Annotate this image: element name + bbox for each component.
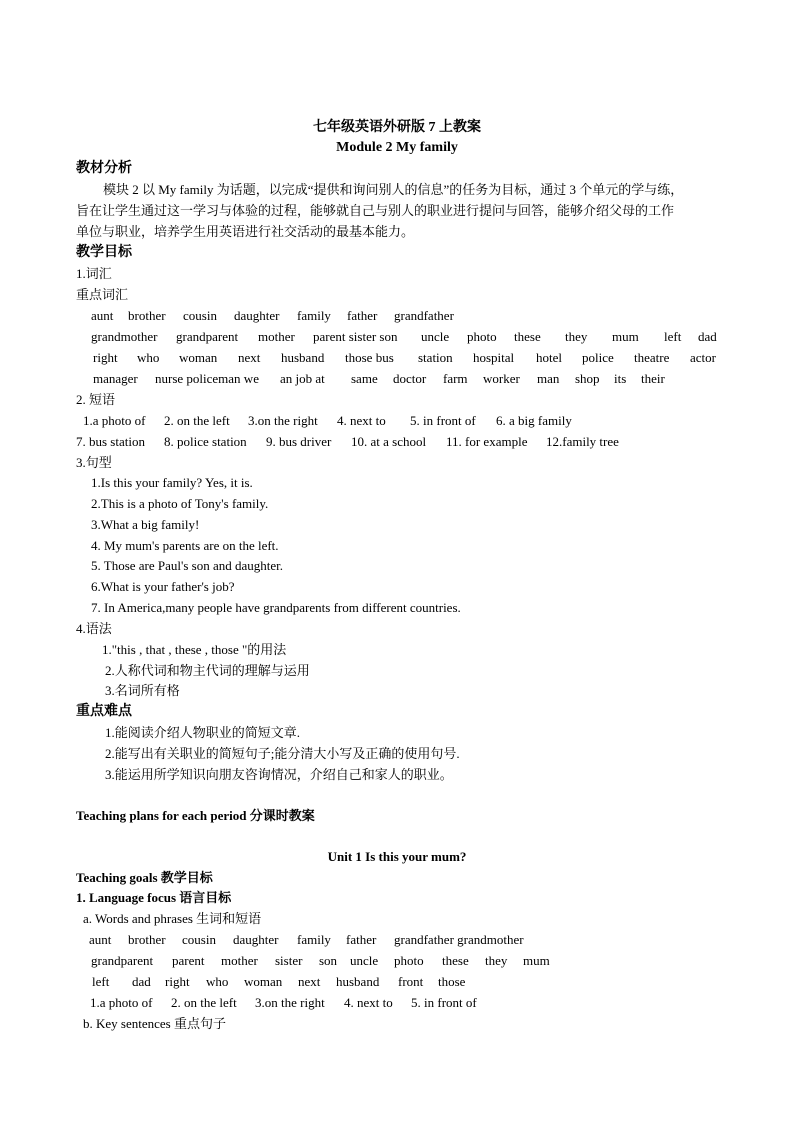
phrase-heading: 2. 短语 [76, 392, 116, 407]
analysis-line: 模块 2 以 My family 为话题，以完成“提供和询问别人的信息”的任务为目标，通过 3 个单元的学与练， [103, 182, 684, 197]
vocab-word: right [93, 350, 118, 365]
unit-word: father [346, 932, 377, 947]
unit-phrase: 4. next to [344, 995, 393, 1010]
phrase: 9. bus driver [266, 434, 332, 449]
phrase: 3.on the right [248, 413, 318, 428]
vocab-word: daughter [234, 308, 280, 323]
vocab-word: mum [612, 329, 639, 344]
vocab-word: left [664, 329, 682, 344]
analysis-line: 旨在让学生通过这一学习与体验的过程，能够就自己与别人的职业进行提问与回答，能够介绍父母的工作 [76, 203, 675, 218]
vocab-word: manager [93, 371, 138, 386]
unit-word: grandfather grandmother [394, 932, 524, 947]
phrase: 6. a big family [496, 413, 572, 428]
plans-heading: Teaching plans for each period 分课时教案 [76, 808, 315, 823]
vocab-word: an job at [280, 371, 325, 386]
vocab-word: aunt [91, 308, 114, 323]
vocab-word: hospital [473, 350, 515, 365]
vocab-word: grandmother [91, 329, 158, 344]
vocab-word: husband [281, 350, 325, 365]
sentence-heading: 3.句型 [76, 455, 112, 470]
unit-word: those [438, 974, 466, 989]
grammar-item: 1."this , that , these , those "的用法 [102, 642, 287, 657]
unit-word: brother [128, 932, 166, 947]
unit-word: sister [275, 953, 303, 968]
unit-word: grandparent [91, 953, 154, 968]
vocab-word: station [418, 350, 453, 365]
phrase: 11. for example [446, 434, 528, 449]
unit-word: they [485, 953, 508, 968]
unit-word: dad [132, 974, 151, 989]
phrase: 4. next to [337, 413, 386, 428]
analysis-line: 单位与职业，培养学生用英语进行社交活动的最基本能力。 [76, 224, 415, 239]
unit-word: daughter [233, 932, 279, 947]
unit-word: family [297, 932, 331, 947]
sentence-item: 6.What is your father's job? [91, 579, 235, 594]
phrase: 8. police station [164, 434, 247, 449]
unit-phrase: 5. in front of [411, 995, 477, 1010]
vocab-word: next [238, 350, 261, 365]
unit-word: woman [244, 974, 283, 989]
unit-word: cousin [182, 932, 216, 947]
unit-word: mother [221, 953, 258, 968]
unit-word: left [92, 974, 110, 989]
vocab-word: same [351, 371, 378, 386]
vocab-word: actor [690, 350, 716, 365]
phrase: 10. at a school [351, 434, 427, 449]
unit-word: right [165, 974, 190, 989]
unit-title: Unit 1 Is this your mum? [327, 849, 467, 864]
key-sentences-heading: b. Key sentences 重点句子 [83, 1016, 226, 1031]
vocab-heading: 1.词汇 [76, 266, 112, 281]
vocab-word: shop [575, 371, 600, 386]
unit-goals-heading: Teaching goals 教学目标 [76, 870, 213, 885]
unit-word: mum [523, 953, 550, 968]
unit-word: husband [336, 974, 380, 989]
unit-phrase: 1.a photo of [90, 995, 153, 1010]
phrase: 1.a photo of [83, 413, 146, 428]
words-heading: a. Words and phrases 生词和短语 [83, 911, 262, 926]
goals-heading: 教学目标 [76, 245, 132, 260]
vocab-word: theatre [634, 350, 670, 365]
vocab-word: photo [467, 329, 497, 344]
unit-word: son [319, 953, 338, 968]
unit-word: next [298, 974, 321, 989]
vocab-word: brother [128, 308, 166, 323]
vocab-word: worker [483, 371, 520, 386]
vocab-word: these [514, 329, 541, 344]
document-title: 七年级英语外研版 7 上教案 [313, 120, 481, 135]
unit-word: aunt [89, 932, 112, 947]
phrase: 5. in front of [410, 413, 476, 428]
vocab-word: family [297, 308, 331, 323]
vocab-word: hotel [536, 350, 562, 365]
phrase: 7. bus station [76, 434, 145, 449]
vocab-word: police [582, 350, 614, 365]
vocab-word: grandfather [394, 308, 454, 323]
unit-word: these [442, 953, 469, 968]
sentence-item: 4. My mum's parents are on the left. [91, 538, 279, 553]
sentence-item: 1.Is this your family? Yes, it is. [91, 475, 253, 490]
language-focus-heading: 1. Language focus 语言目标 [76, 890, 232, 905]
vocab-word: parent sister son [313, 329, 398, 344]
sentence-item: 5. Those are Paul's son and daughter. [91, 558, 284, 573]
phrase: 12.family tree [546, 434, 619, 449]
vocab-word: their [641, 371, 665, 386]
vocab-word: mother [258, 329, 295, 344]
unit-phrase: 3.on the right [255, 995, 325, 1010]
unit-word: parent [172, 953, 205, 968]
grammar-item: 2.人称代词和物主代词的理解与运用 [105, 663, 310, 678]
vocab-word: woman [179, 350, 218, 365]
module-title: Module 2 My family [336, 140, 458, 155]
sentence-item: 3.What a big family! [91, 517, 200, 532]
grammar-heading: 4.语法 [76, 621, 112, 636]
vocab-word: man [537, 371, 560, 386]
difficulty-item: 2.能写出有关职业的简短句子;能分清大小写及正确的使用句号. [105, 746, 460, 761]
phrase: 2. on the left [164, 413, 230, 428]
vocab-word: doctor [393, 371, 427, 386]
unit-word: uncle [350, 953, 379, 968]
vocab-word: they [565, 329, 588, 344]
vocab-word: cousin [183, 308, 217, 323]
vocab-word: who [137, 350, 160, 365]
unit-word: front [398, 974, 424, 989]
vocab-word: uncle [421, 329, 450, 344]
sentence-item: 2.This is a photo of Tony's family. [91, 496, 269, 511]
vocab-word: farm [443, 371, 468, 386]
difficulties-heading: 重点难点 [76, 704, 132, 719]
unit-phrase: 2. on the left [171, 995, 237, 1010]
vocab-word: dad [698, 329, 717, 344]
difficulty-item: 3.能运用所学知识向朋友咨询情况，介绍自己和家人的职业。 [105, 767, 453, 782]
vocab-word: father [347, 308, 378, 323]
key-vocab-heading: 重点词汇 [76, 287, 129, 302]
grammar-item: 3.名词所有格 [105, 683, 180, 698]
unit-word: photo [394, 953, 424, 968]
vocab-word: its [614, 371, 627, 386]
vocab-word: those bus [345, 350, 394, 365]
unit-word: who [206, 974, 229, 989]
vocab-word: grandparent [176, 329, 239, 344]
sentence-item: 7. In America,many people have grandparents from different countries. [91, 600, 461, 615]
difficulty-item: 1.能阅读介绍人物职业的简短文章. [105, 725, 301, 740]
vocab-word: nurse policeman we [155, 371, 259, 386]
analysis-heading: 教材分析 [76, 161, 132, 176]
